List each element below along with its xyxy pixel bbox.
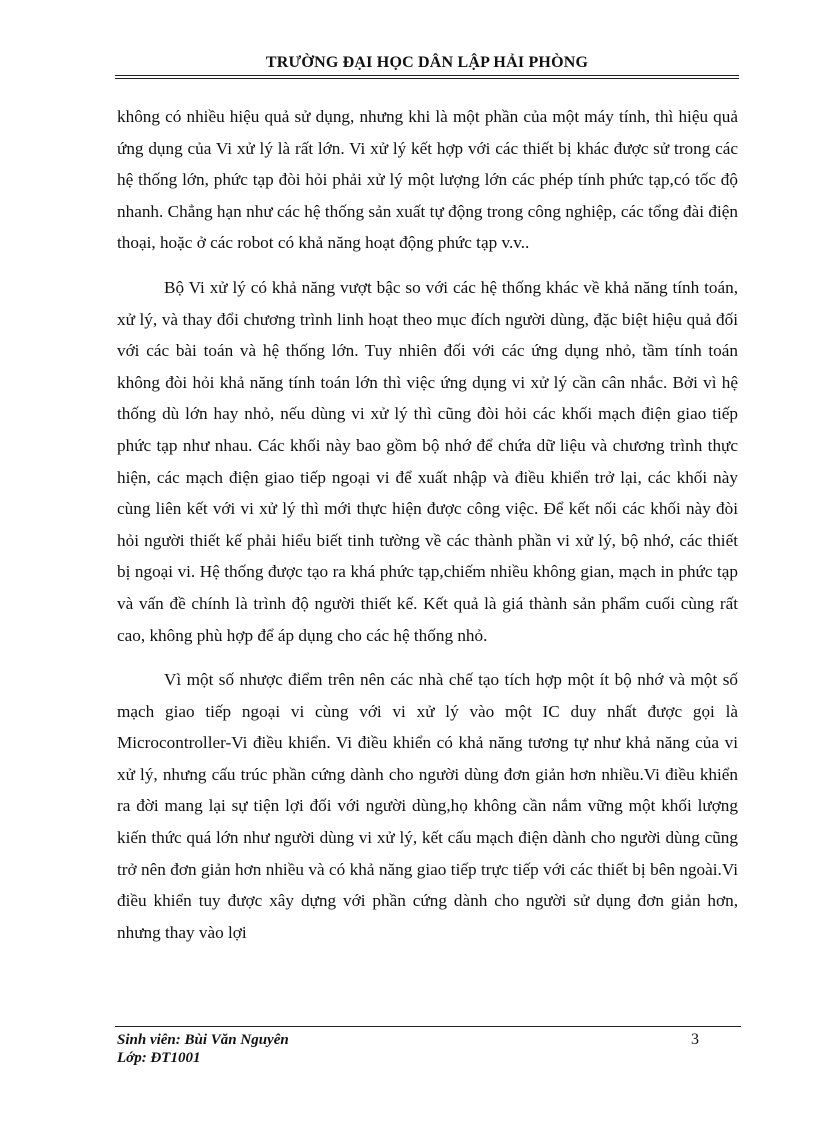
paragraph: Vì một số nhược điểm trên nên các nhà chế tạo tích hợp một ít bộ nhớ và một số mạch giao tiếp ngoại vi cùng với vi xử lý vào một IC duy nhất được gọi là Microcontroller-Vi điều khiển. Vi điều khiển có khả năng tương tự như khả năng của vi xử lý, nhưng cấu trúc phần cứng dành cho người dùng đơn giản hơn nhiều.Vi điều khiển ra đời mang lại sự tiện lợi đối với người dùng,họ không cần nắm vững một khối lượng kiến thức quá lớn như người dùng vi xử lý, kết cấu mạch điện dành cho người dùng cũng trở nên đơn giản hơn nhiều và có khả năng giao tiếp trực tiếp với các thiết bị bên ngoài.Vi điều khiển tuy được xây dựng với phần cứng dành cho người sử dụng đơn giản hơn, nhưng thay vào lợi (117, 670, 738, 942)
footer-divider (115, 1026, 741, 1027)
header-divider (115, 75, 739, 79)
paragraph: Bộ Vi xử lý có khả năng vượt bậc so với các hệ thống khác về khả năng tính toán, xử lý, và thay đổi chương trình linh hoạt theo mục đích người dùng, đặc biệt hiệu quả đối với các bài toán và hệ thống lớn. Tuy nhiên đối với các ứng dụng nhỏ, tầm tính toán không đòi hỏi khả năng tính toán lớn thì việc ứng dụng vi xử lý cần cân nhắc. Bởi vì hệ thống dù lớn hay nhỏ, nếu dùng vi xử lý thì cũng đòi hỏi các khối mạch điện giao tiếp phức tạp như nhau. Các khối này bao gồm bộ nhớ để chứa dữ liệu và chương trình thực hiện, các mạch điện giao tiếp ngoại vi để xuất nhập và điều khiển trở lại, các khối này cùng liên kết với vi xử lý thì mới thực hiện được công việc. Để kết nối các khối này đòi hỏi người thiết kế phải hiểu biết tinh tường về các thành phần vi xử lý, bộ nhớ, các thiết bị ngoại vi. Hệ thống được tạo ra khá phức tạp,chiếm nhiều không gian, mạch in phức tạp và vấn đề chính là trình độ người thiết kế. Kết quả là giá thành sản phẩm cuối cùng rất cao, không phù hợp để áp dụng cho các hệ thống nhỏ. (117, 277, 738, 645)
paragraph: không có nhiều hiệu quả sử dụng, nhưng khi là một phần của một máy tính, thì hiệu quả ứng dụng của Vi xử lý là rất lớn. Vi xử lý kết hợp với các thiết bị khác được sử trong các hệ thống lớn, phức tạp đòi hỏi phải xử lý một lượng lớn các phép tính phức tạp,có tốc độ nhanh. Chẳng hạn như các hệ thống sản xuất tự động trong công nghiệp, các tổng đài điện thoại, hoặc ở các robot có khả năng hoạt động phức tạp v.v.. (117, 107, 738, 253)
document-body (117, 101, 738, 948)
page-footer (117, 1031, 739, 1067)
page-number: 3 (691, 1031, 699, 1048)
page-header-title: TRƯỜNG ĐẠI HỌC DÂN LẬP HẢI PHÒNG (265, 54, 589, 71)
footer-class: Lớp: ĐT1001 (117, 1050, 201, 1066)
footer-student-name: Sinh viên: Bùi Văn Nguyên (117, 1032, 289, 1048)
